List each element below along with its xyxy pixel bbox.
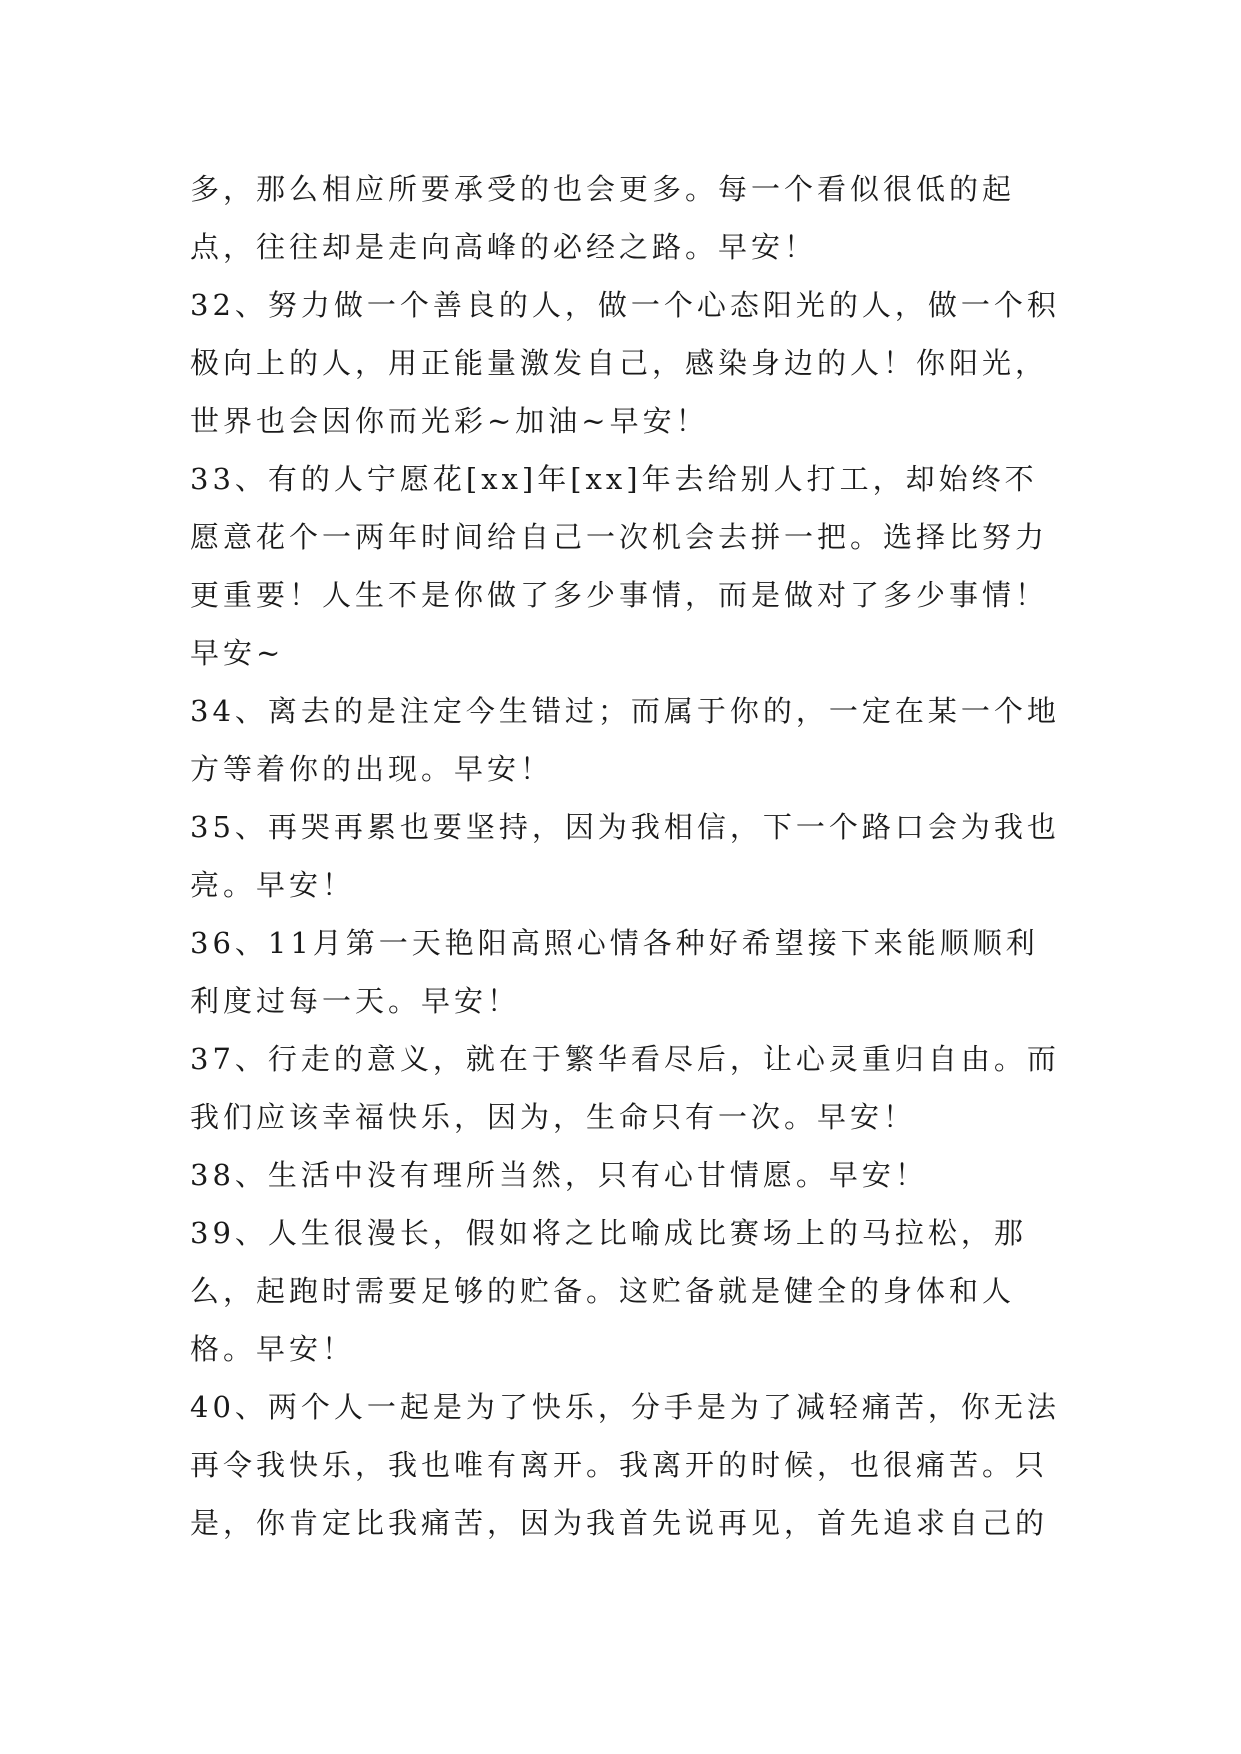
paragraph-39: 39、人生很漫长，假如将之比喻成比赛场上的马拉松，那么，起跑时需要足够的贮备。这贮备就是健全的身体和人格。早安！	[190, 1216, 1027, 1366]
paragraph-continuation: 多，那么相应所要承受的也会更多。每一个看似很低的起点，往往却是走向高峰的必经之路。早安！	[190, 172, 1016, 264]
paragraph-34: 34、离去的是注定今生错过；而属于你的，一定在某一个地方等着你的出现。早安！	[190, 694, 1060, 786]
paragraph-40: 40、两个人一起是为了快乐，分手是为了减轻痛苦，你无法再令我快乐，我也唯有离开。我离开的时候，也很痛苦。只是，你肯定比我痛苦，因为我首先说再见，首先追求自己的	[190, 1390, 1060, 1540]
paragraph-33: 33、有的人宁愿花[xx]年[xx]年去给别人打工，却始终不愿意花个一两年时间给自己一次机会去拼一把。选择比努力更重要！人生不是你做了多少事情，而是做对了多少事情！早安~	[190, 462, 1049, 670]
document-body	[190, 160, 1070, 1552]
paragraph-37: 37、行走的意义，就在于繁华看尽后，让心灵重归自由。而我们应该幸福快乐，因为，生命只有一次。早安！	[190, 1042, 1060, 1134]
paragraph-35: 35、再哭再累也要坚持，因为我相信，下一个路口会为我也亮。早安！	[190, 810, 1060, 902]
paragraph-32: 32、努力做一个善良的人，做一个心态阳光的人，做一个积极向上的人，用正能量激发自己，感染身边的人！你阳光，世界也会因你而光彩~加油~早安！	[190, 288, 1060, 438]
paragraph-38: 38、生活中没有理所当然，只有心甘情愿。早安！	[190, 1158, 928, 1192]
paragraph-36: 36、11月第一天艳阳高照心情各种好希望接下来能顺顺利利度过每一天。早安！	[190, 926, 1039, 1018]
